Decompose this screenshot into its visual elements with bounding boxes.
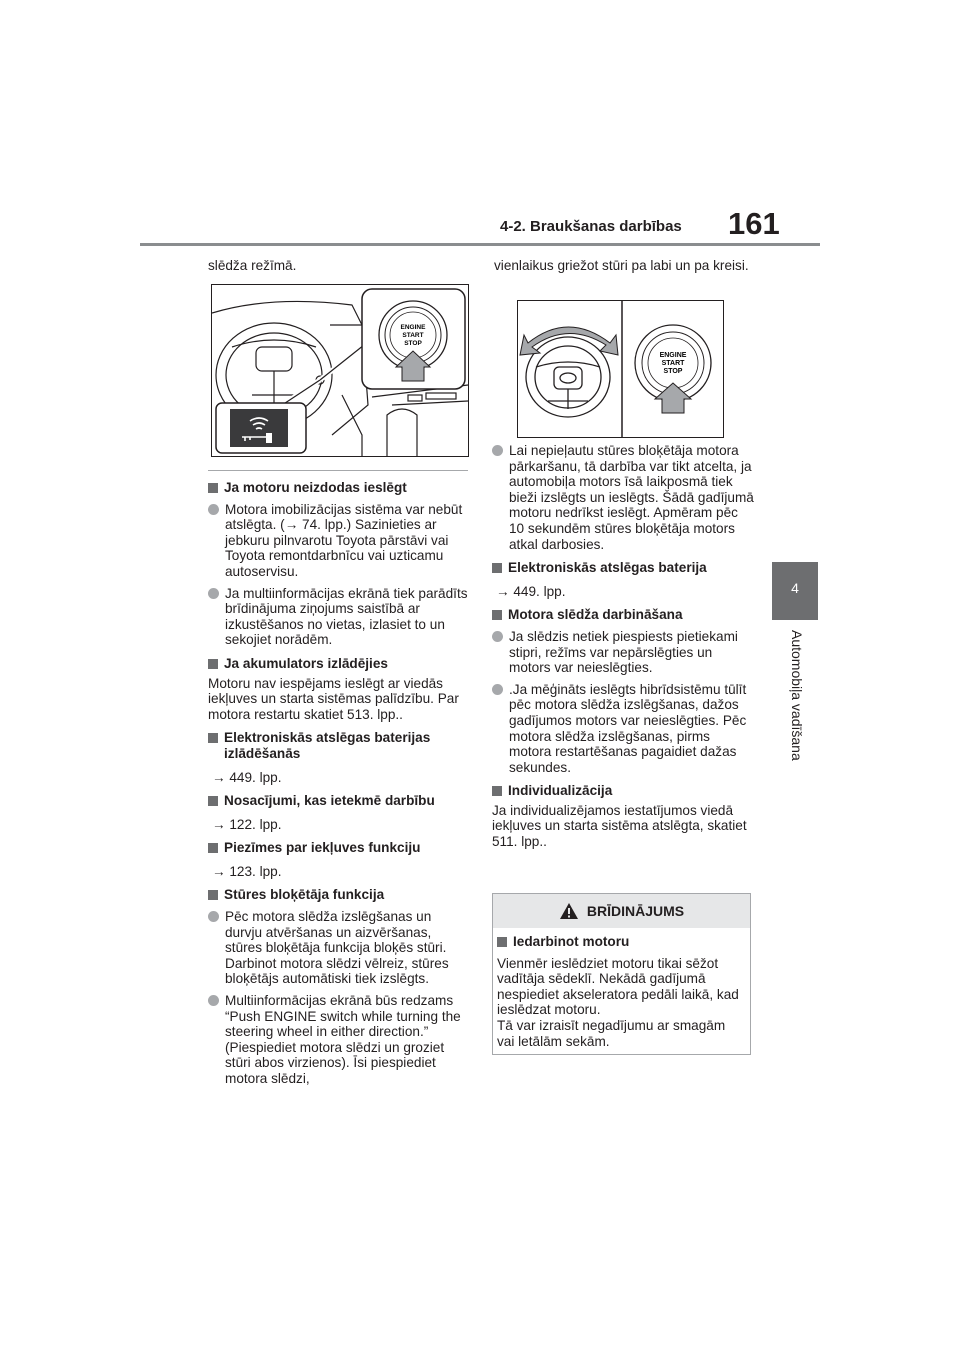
steering-illustration bbox=[518, 301, 723, 437]
left-button-text-1: ENGINE bbox=[400, 324, 426, 331]
warning-text-1: Vienmēr ieslēdziet motoru tikai sēžot vadītāja sēdeklī. Nekādā gadījumā nespiediet akseleratora pedāli laikā, kad ieslēdzat motoru. bbox=[497, 955, 739, 1018]
heading-steering-lock: Stūres bloķētāja funkcija bbox=[208, 887, 470, 903]
chapter-number: 4 bbox=[791, 580, 799, 596]
customization-text: Ja individualizējamos iestatījumos viedā iekļuves un starta sistēma atslēgta, skatiet 511. lpp.. bbox=[492, 802, 747, 850]
bullet-immobilizer: Motora imobilizācijas sistēma var nebūt atslēgta. (→ 74. lpp.) Sazinieties ar jebkuru pilnvarotu Toyota pārstāvi vai Toyota remontdarbnīcu vai uzticamu autoservisu. bbox=[208, 502, 470, 580]
bullet-lock-motor-overheat: Lai nepieļautu stūres bloķētāja motora pārkaršanu, tā darbība var tikt atcelta, ja automobiļa motors īsā laikposmā tiek bieži izslēgts un ieslēgts. Šādā gadījumā motoru nedrīkst ieslēgt. Apmēram pēc 10 sekundēm stūres bloķētāja motors atkal darbosies. bbox=[492, 443, 754, 552]
right-button-text-1: ENGINE bbox=[659, 352, 687, 359]
heading-key-battery-depletion: Elektroniskās atslēgas baterijas izlādēšanās bbox=[208, 730, 470, 761]
left-button-text-3: STOP bbox=[404, 340, 422, 347]
left-intro: slēdža režīmā. bbox=[208, 258, 297, 273]
header-rule bbox=[140, 243, 820, 246]
bullet-switch-press: Ja slēdzis netiek piespiests pietiekami stipri, režīms var nepārslēgties un motors var neieslēgties. bbox=[492, 629, 754, 676]
warning-title: BRĪDINĀJUMS bbox=[586, 903, 685, 919]
figure-divider bbox=[208, 470, 468, 471]
bullet-steering-lock-1: Pēc motora slēdža izslēgšanas un durvju atvēršanas un aizvēršanas, stūres bloķētāja funkcija bloķēs stūri. Darbinot motora slēdzi vēlreiz, stūres bloķētājs automātiski tiek izslēgts. bbox=[208, 909, 470, 987]
ref-449-right: → 449. lpp. bbox=[496, 583, 566, 599]
page-number: 161 bbox=[728, 206, 780, 241]
left-column bbox=[208, 472, 470, 1087]
warning-body bbox=[493, 928, 750, 1049]
ref-449-left: → 449. lpp. bbox=[212, 769, 282, 785]
chapter-title-vertical: Automobiļa vadīšana bbox=[789, 630, 805, 761]
heading-switch-operation: Motora slēdža darbināšana bbox=[492, 607, 754, 623]
right-button-text-2: START bbox=[661, 360, 685, 367]
left-button-text-2: START bbox=[402, 332, 424, 339]
warning-heading: Iedarbinot motoru bbox=[497, 934, 744, 950]
bullet-steering-lock-2: Multiinformācijas ekrānā būs redzams “Push ENGINE switch while turning the steering wheel in either direction.” (Piespiediet motora slēdzi un groziet stūri abos virzienos). Īsi piespiediet motora slēdzi, bbox=[208, 993, 470, 1087]
warning-triangle-icon bbox=[559, 902, 579, 920]
warning-text-2: Tā var izraisīt negadījumu ar smagām vai letālām sekām. bbox=[497, 1017, 726, 1049]
figure-dashboard bbox=[211, 284, 469, 457]
dashboard-illustration bbox=[212, 285, 468, 456]
right-intro-block bbox=[494, 258, 756, 274]
bullet-warning-message: Ja multiinformācijas ekrānā tiek parādīts brīdinājuma ziņojums saistībā ar izkustēšanos no vietas, izlasiet to un sekojiet norādēm. bbox=[208, 586, 470, 648]
ref-122: → 122. lpp. bbox=[212, 816, 282, 832]
heading-conditions: Nosacījumi, kas ietekmē darbību bbox=[208, 793, 470, 809]
heading-battery-discharged: Ja akumulators izlādējies bbox=[208, 656, 470, 672]
heading-key-battery: Elektroniskās atslēgas baterija bbox=[492, 560, 754, 576]
left-intro-block bbox=[208, 258, 470, 274]
right-intro: vienlaikus griežot stūri pa labi un pa kreisi. bbox=[494, 258, 749, 273]
heading-customization: Individualizācija bbox=[492, 783, 754, 799]
right-column bbox=[492, 437, 754, 850]
figure-steering bbox=[517, 300, 724, 438]
bullet-hybrid-restart: .Ja mēģināts ieslēgts hibrīdsistēmu tūlīt pēc motora slēdža izslēgšanas, dažos gadījumos motors var neieslēgties. Pēc motora slēdža izslēgšanas, pirms motora restartēšanas pagaidiet dažas sekundes. bbox=[492, 682, 754, 776]
right-button-text-3: STOP bbox=[663, 368, 683, 375]
heading-entry-notes: Piezīmes par iekļuves funkciju bbox=[208, 840, 470, 856]
warning-box bbox=[492, 893, 751, 1055]
battery-discharged-text: Motoru nav iespējams ieslēgt ar viedās iekļuves un starta sistēmas palīdzību. Par motora restartu skatiet 513. lpp.. bbox=[208, 675, 459, 722]
heading-engine-not-start: Ja motoru neizdodas ieslēgt bbox=[208, 480, 470, 496]
section-title: 4-2. Braukšanas darbības bbox=[500, 218, 682, 235]
ref-123: → 123. lpp. bbox=[212, 863, 282, 879]
warning-header bbox=[493, 894, 750, 928]
